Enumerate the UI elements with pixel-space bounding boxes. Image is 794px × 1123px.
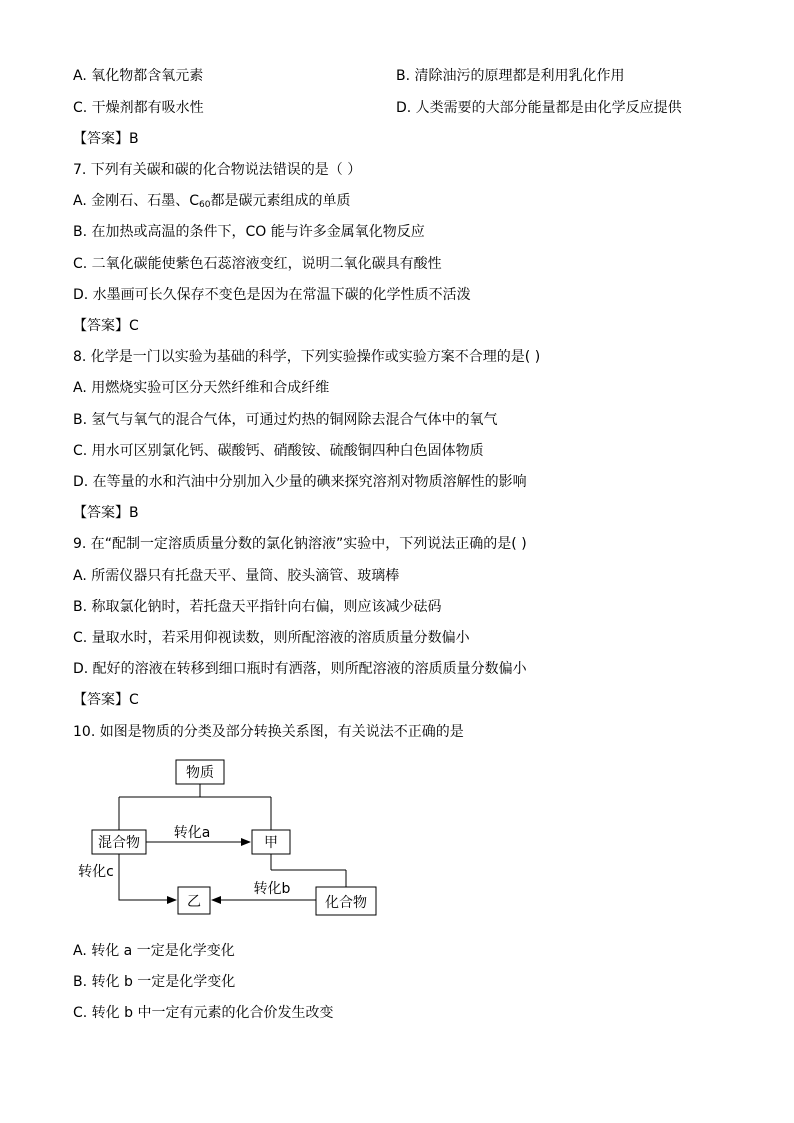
q9-option-b: B. 称取氯化钠时，若托盘天平指针向右偏，则应该减少砝码 — [73, 599, 442, 615]
label-conversion-b: 转化b — [253, 881, 291, 897]
q7-option-a-subscript: 60 — [199, 200, 211, 210]
q7-option-a — [73, 192, 350, 214]
q10-option-c: C. 转化 b 中一定有元素的化合价发生改变 — [73, 1005, 334, 1021]
q6-answer: 【答案】B — [73, 131, 139, 147]
q6-option-a: A. 氧化物都含氧元素 — [73, 68, 204, 84]
label-yi: 乙 — [187, 894, 201, 910]
q8-option-b: B. 氢气与氧气的混合气体，可通过灼热的铜网除去混合气体中的氧气 — [73, 412, 498, 428]
label-compound: 化合物 — [325, 895, 367, 911]
q7-option-c: C. 二氧化碳能使紫色石蕊溶液变红，说明二氧化碳具有酸性 — [73, 256, 442, 272]
label-mixture: 混合物 — [98, 835, 140, 851]
q9-stem: 9. 在“配制一定溶质质量分数的氯化钠溶液”实验中，下列说法正确的是( ) — [73, 536, 527, 552]
q7-option-a-post: 都是碳元素组成的单质 — [210, 193, 351, 209]
q6-option-b: B. 清除油污的原理都是利用乳化作用 — [396, 68, 625, 84]
q8-option-c: C. 用水可区别氯化钙、碳酸钙、硝酸铵、硫酸铜四种白色固体物质 — [73, 443, 484, 459]
q9-answer: 【答案】C — [73, 692, 139, 708]
label-conversion-a: 转化a — [173, 825, 211, 841]
q8-option-d: D. 在等量的水和汽油中分别加入少量的碘来探究溶剂对物质溶解性的影响 — [73, 474, 527, 490]
q9-option-d: D. 配好的溶液在转移到细口瓶时有洒落，则所配溶液的溶质质量分数偏小 — [73, 661, 527, 677]
q8-option-a: A. 用燃烧实验可区分天然纤维和合成纤维 — [73, 380, 330, 396]
q7-stem: 7. 下列有关碳和碳的化合物说法错误的是（ ） — [73, 162, 362, 178]
q9-option-a: A. 所需仪器只有托盘天平、量筒、胶头滴管、玻璃棒 — [73, 568, 400, 584]
q10-option-a: A. 转化 a 一定是化学变化 — [73, 943, 235, 959]
q7-option-b: B. 在加热或高温的条件下，CO 能与许多金属氧化物反应 — [73, 224, 425, 240]
q9-option-c: C. 量取水时，若采用仰视读数，则所配溶液的溶质质量分数偏小 — [73, 630, 470, 646]
q7-option-d: D. 水墨画可长久保存不变色是因为在常温下碳的化学性质不活泼 — [73, 287, 471, 303]
q6-option-d: D. 人类需要的大部分能量都是由化学反应提供 — [396, 100, 682, 116]
arrow-conversion-c — [119, 854, 176, 900]
q7-answer: 【答案】C — [73, 318, 139, 334]
q6-option-c: C. 干燥剂都有吸水性 — [73, 100, 204, 116]
q7-option-a-pre: A. 金刚石、石墨、C — [73, 193, 200, 209]
label-jia: 甲 — [264, 835, 278, 851]
q8-answer: 【答案】B — [73, 505, 139, 521]
label-conversion-c: 转化c — [78, 864, 114, 880]
label-substance: 物质 — [186, 765, 214, 781]
q8-stem: 8. 化学是一门以实验为基础的科学，下列实验操作或实验方案不合理的是( ) — [73, 349, 541, 365]
q10-stem: 10. 如图是物质的分类及部分转换关系图，有关说法不正确的是 — [73, 724, 464, 740]
q10-option-b: B. 转化 b 一定是化学变化 — [73, 974, 236, 990]
classification-diagram — [0, 752, 794, 932]
